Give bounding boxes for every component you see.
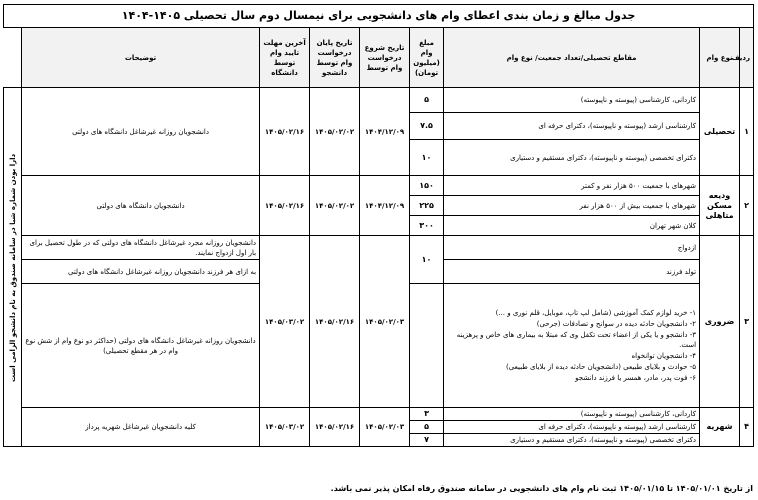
row-4-notes: کلیه دانشجویان غیرشاغل شهریه پرداز (22, 408, 260, 447)
row-1-number: ۱ (740, 88, 754, 176)
side-note: دارا بودن شماره شبا در سامانه صندوق به نام دانشجو الزامی است (4, 88, 22, 447)
row-4-start: ۱۴۰۵/۰۲/۰۳ (360, 408, 410, 447)
list-item: ۳- دانشجو و یا یکی از اعضاء تحت تکفل وی که مبتلا به بیماری های خاص و پرهزینه است. (456, 331, 697, 349)
row-3-notes-marriage: دانشجویان روزانه مجرد غیرشاغل دانشگاه های دولتی که در طول تحصیل برای بار اول ازدواج نمایند. (22, 236, 260, 260)
list-item: ۴- دانشجویان توانخواه (631, 352, 697, 360)
row-1-amount-3: ۱۰ (410, 140, 444, 176)
row-2-notes: دانشجویان دانشگاه های دولتی (22, 176, 260, 236)
header-end: تاریخ پایان درخواست وام توسط دانشجو (310, 28, 360, 88)
row-1-item-3: دکترای تخصصی (پیوسته و ناپیوسته)، دکترای مستقیم و دستیاری (444, 140, 700, 176)
row-4-type: شهریه (700, 408, 740, 447)
list-item: ۲- دانشجویان حادثه دیده در سوانح و تصادفات (جرحی) (536, 320, 697, 328)
row-2-item-3: کلان شهر تهران (444, 216, 700, 236)
row-1-start: ۱۴۰۴/۱۲/۰۹ (360, 88, 410, 176)
footer-note: از تاریخ ۱۴۰۵/۰۱/۰۱ تا ۱۴۰۵/۰۱/۱۵ ثبت نام وام های دانشجویی در سامانه صندوق رفاه امکان پذیر نمی باشد. (330, 484, 753, 493)
row-3-child: تولد فرزند (444, 260, 700, 284)
row-3-marriage: ازدواج (444, 236, 700, 260)
row-4-amount-3: ۷ (410, 434, 444, 447)
row-1-deadline: ۱۴۰۵/۰۲/۱۶ (260, 88, 310, 176)
loan-schedule-table (3, 4, 754, 447)
header-loan-type: نوع وام (700, 28, 740, 88)
list-item: ۶- فوت پدر، مادر، همسر یا فرزند دانشجو (575, 374, 697, 382)
row-1-amount-1: ۵ (410, 88, 444, 113)
row-3-notes-list: دانشجویان روزانه غیرشاغل دانشگاه های دولتی (حداکثر دو نوع وام از شش نوع وام در هر مقطع تحصیلی) (22, 284, 260, 408)
row-2-item-1: شهرهای با جمعیت ۵۰۰ هزار نفر و کمتر (444, 176, 700, 196)
page-title: جدول مبالغ و زمان بندی اعطای وام های دانشجویی برای نیمسال دوم سال تحصیلی ۱۴۰۵-۱۴۰۴ (4, 5, 754, 28)
row-2-amount-3: ۳۰۰ (410, 216, 444, 236)
row-4-deadline: ۱۴۰۵/۰۳/۰۲ (260, 408, 310, 447)
row-2-type: ودیعه مسکن متاهلی (700, 176, 740, 236)
row-4-item-3: دکترای تخصصی (پیوسته و ناپیوسته)، دکترای مستقیم و دستیاری (444, 434, 700, 447)
row-4-amount-2: ۵ (410, 421, 444, 434)
header-deadline: آخرین مهلت تایید وام توسط دانشگاه (260, 28, 310, 88)
row-3-type: ضروری (700, 236, 740, 408)
row-3-number: ۳ (740, 236, 754, 408)
row-3-start: ۱۴۰۵/۰۲/۰۳ (360, 236, 410, 408)
header-amount: مبلغ وام (میلیون تومان) (410, 28, 444, 88)
list-item: ۵- حوادث و بلایای طبیعی (دانشجویان حادثه دیده از بلایای طبیعی) (506, 363, 697, 371)
row-1-item-1: کاردانی، کارشناسی (پیوسته و ناپیوسته) (444, 88, 700, 113)
row-2-deadline: ۱۴۰۵/۰۲/۱۶ (260, 176, 310, 236)
header-sections: مقاطع تحصیلی/تعداد جمعیت/ نوع وام (444, 28, 700, 88)
row-1-end: ۱۴۰۵/۰۲/۰۲ (310, 88, 360, 176)
row-4-item-1: کاردانی، کارشناسی (پیوسته و ناپیوسته) (444, 408, 700, 421)
row-2-item-2: شهرهای با جمعیت بیش از ۵۰۰ هزار نفر (444, 196, 700, 216)
header-notes: توضیحات (22, 28, 260, 88)
row-1-amount-2: ۷.۵ (410, 113, 444, 140)
row-1-notes: دانشجویان روزانه غیرشاغل دانشگاه های دولتی (22, 88, 260, 176)
row-1-type: تحصیلی (700, 88, 740, 176)
header-start: تاریخ شروع درخواست وام توسط (360, 28, 410, 88)
row-4-item-2: کارشناسی ارشد (پیوسته و ناپیوسته)، دکترای حرفه ای (444, 421, 700, 434)
row-3-list (444, 284, 700, 408)
list-item: ۱- خرید لوازم کمک آموزشی (شامل لپ تاپ، موبایل، قلم نوری و ...) (495, 309, 697, 317)
row-4-end: ۱۴۰۵/۰۲/۱۶ (310, 408, 360, 447)
row-3-end: ۱۴۰۵/۰۲/۱۶ (310, 236, 360, 408)
row-2-end: ۱۴۰۵/۰۲/۰۲ (310, 176, 360, 236)
header-row: ردیف (740, 28, 754, 88)
row-2-start: ۱۴۰۴/۱۲/۰۹ (360, 176, 410, 236)
row-2-amount-1: ۱۵۰ (410, 176, 444, 196)
row-3-notes-child: به ازای هر فرزند دانشجویان روزانه غیرشاغل دانشگاه های دولتی (22, 260, 260, 284)
row-3-amount: ۱۰ (410, 236, 444, 284)
row-4-number: ۴ (740, 408, 754, 447)
row-2-number: ۲ (740, 176, 754, 236)
row-3-deadline: ۱۴۰۵/۰۳/۰۲ (260, 236, 310, 408)
row-2-amount-2: ۲۲۵ (410, 196, 444, 216)
row-4-amount-1: ۳ (410, 408, 444, 421)
row-1-item-2: کارشناسی ارشد (پیوسته و ناپیوسته)، دکترای حرفه ای (444, 113, 700, 140)
